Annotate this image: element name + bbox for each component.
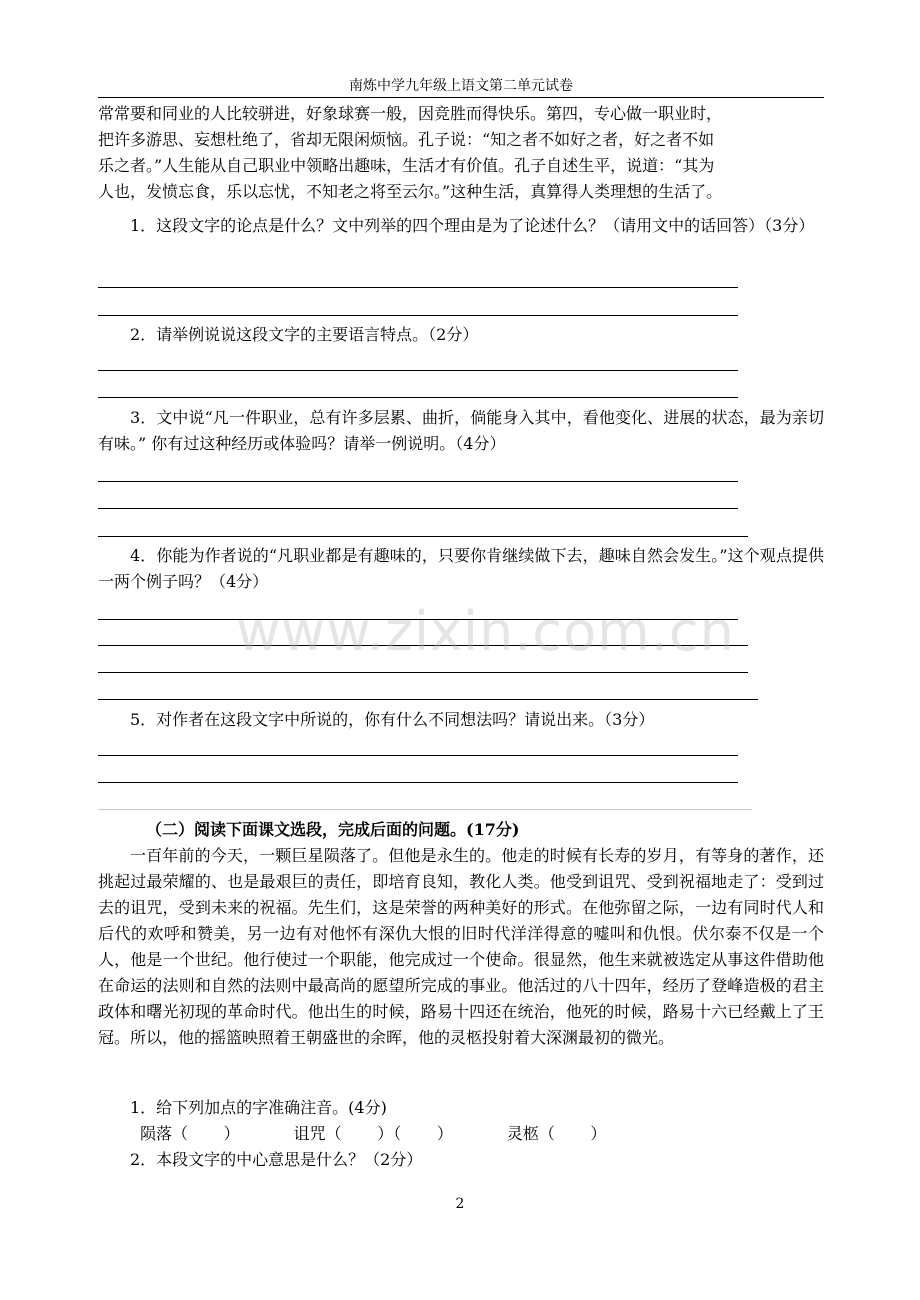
- answer-line[interactable]: [98, 315, 738, 316]
- answer-line[interactable]: [98, 481, 738, 482]
- passage-2: 一百年前的今天，一颗巨星陨落了。但他是永生的。他走的时候有长寿的岁月，有等身的著作，还挑起过最荣耀的、也是最艰巨的责任，即培育良知，教化人类。他受到诅咒、受到祝福地走了：受到过去的诅咒，受到未来的祝福。先生们，这是荣誉的两种美好的形式。在他弥留之际，一边有同时代人和后代的欢呼和赞美，另一边有对他怀有深仇大恨的旧时代洋洋得意的嘘叫和仇恨。伏尔泰不仅是一个人，他是一个世纪。他行使过一个职能，他完成过一个使命。很显然，他生来就被选定从事这件借助他在命运的法则和自然的法则中最高尚的愿望所完成的事业。他活过的八十四年，经历了登峰造极的君主政体和曙光初现的革命时代。他出生的时候，路易十四还在统治，他死的时候，路易十六已经戴上了王冠。所以，他的摇篮映照着王朝盛世的余晖，他的灵柩投射着大深渊最初的微光。: [98, 846, 824, 1047]
- answer-line[interactable]: [98, 508, 738, 509]
- answer-line[interactable]: [98, 370, 738, 371]
- question-2: 2．请举例说说这段文字的主要语言特点。（2分）: [130, 325, 479, 344]
- answer-line[interactable]: [98, 397, 738, 398]
- phonetic-items: [140, 1121, 660, 1147]
- phonetic-item[interactable]: 诅咒（ ）（ ）: [293, 1124, 453, 1143]
- passage-line: 常常要和同业的人比较骈进，好象球赛一般，因竞胜而得快乐。第四，专心做一职业时，: [98, 104, 723, 123]
- page-number: 2: [455, 1196, 465, 1212]
- answer-line[interactable]: [98, 536, 748, 537]
- phonetic-item[interactable]: 灵柩（ ）: [506, 1124, 607, 1143]
- answer-line[interactable]: [98, 672, 748, 673]
- passage-line: 乐之者。”人生能从自己职业中领略出趣味，生活才有价值。孔子自述生平，说道：“其为: [98, 156, 715, 175]
- section-2-question-2: 2．本段文字的中心意思是什么？（2分）: [130, 1150, 423, 1169]
- answer-line[interactable]: [98, 755, 738, 756]
- section-2-question-1: 1．给下列加点的字准确注音。(4分): [130, 1098, 387, 1117]
- section-separator: [98, 809, 752, 810]
- page-header: 南炼中学九年级上语文第二单元试卷: [349, 78, 573, 94]
- question-5: 5．对作者在这段文字中所说的，你有什么不同想法吗？请说出来。（3分）: [130, 710, 655, 729]
- passage-line: 把许多游思、妄想杜绝了，省却无限闲烦恼。孔子说：“知之者不如好之者，好之者不如: [98, 130, 715, 149]
- section-2-title: （二）阅读下面课文选段，完成后面的问题。(17分): [146, 820, 520, 839]
- answer-line[interactable]: [98, 782, 738, 783]
- phonetic-item[interactable]: 陨落（ ）: [140, 1124, 240, 1143]
- answer-line[interactable]: [98, 287, 738, 288]
- question-3: 3．文中说“凡一件职业，总有许多层累、曲折，倘能身入其中，看他变化、进展的状态，最为亲切有味。” 你有过这种经历或体验吗？请举一例说明。（4分）: [98, 408, 824, 453]
- question-1: 1．这段文字的论点是什么？文中列举的四个理由是为了论述什么？（请用文中的话回答）（3分）: [130, 216, 815, 235]
- question-4: 4．你能为作者说的“凡职业都是有趣味的，只要你肯继续做下去，趣味自然会发生。”这个观点提供一两个例子吗？（4分）: [98, 546, 824, 591]
- watermark: www.zixin.com.cn: [236, 600, 735, 663]
- answer-line[interactable]: [98, 699, 758, 700]
- header-rule: [98, 97, 824, 98]
- passage-line: 人也，发愤忘食，乐以忘忧，不知老之将至云尔。”这种生活，真算得人类理想的生活了。: [98, 182, 723, 201]
- passage-1: [98, 101, 824, 205]
